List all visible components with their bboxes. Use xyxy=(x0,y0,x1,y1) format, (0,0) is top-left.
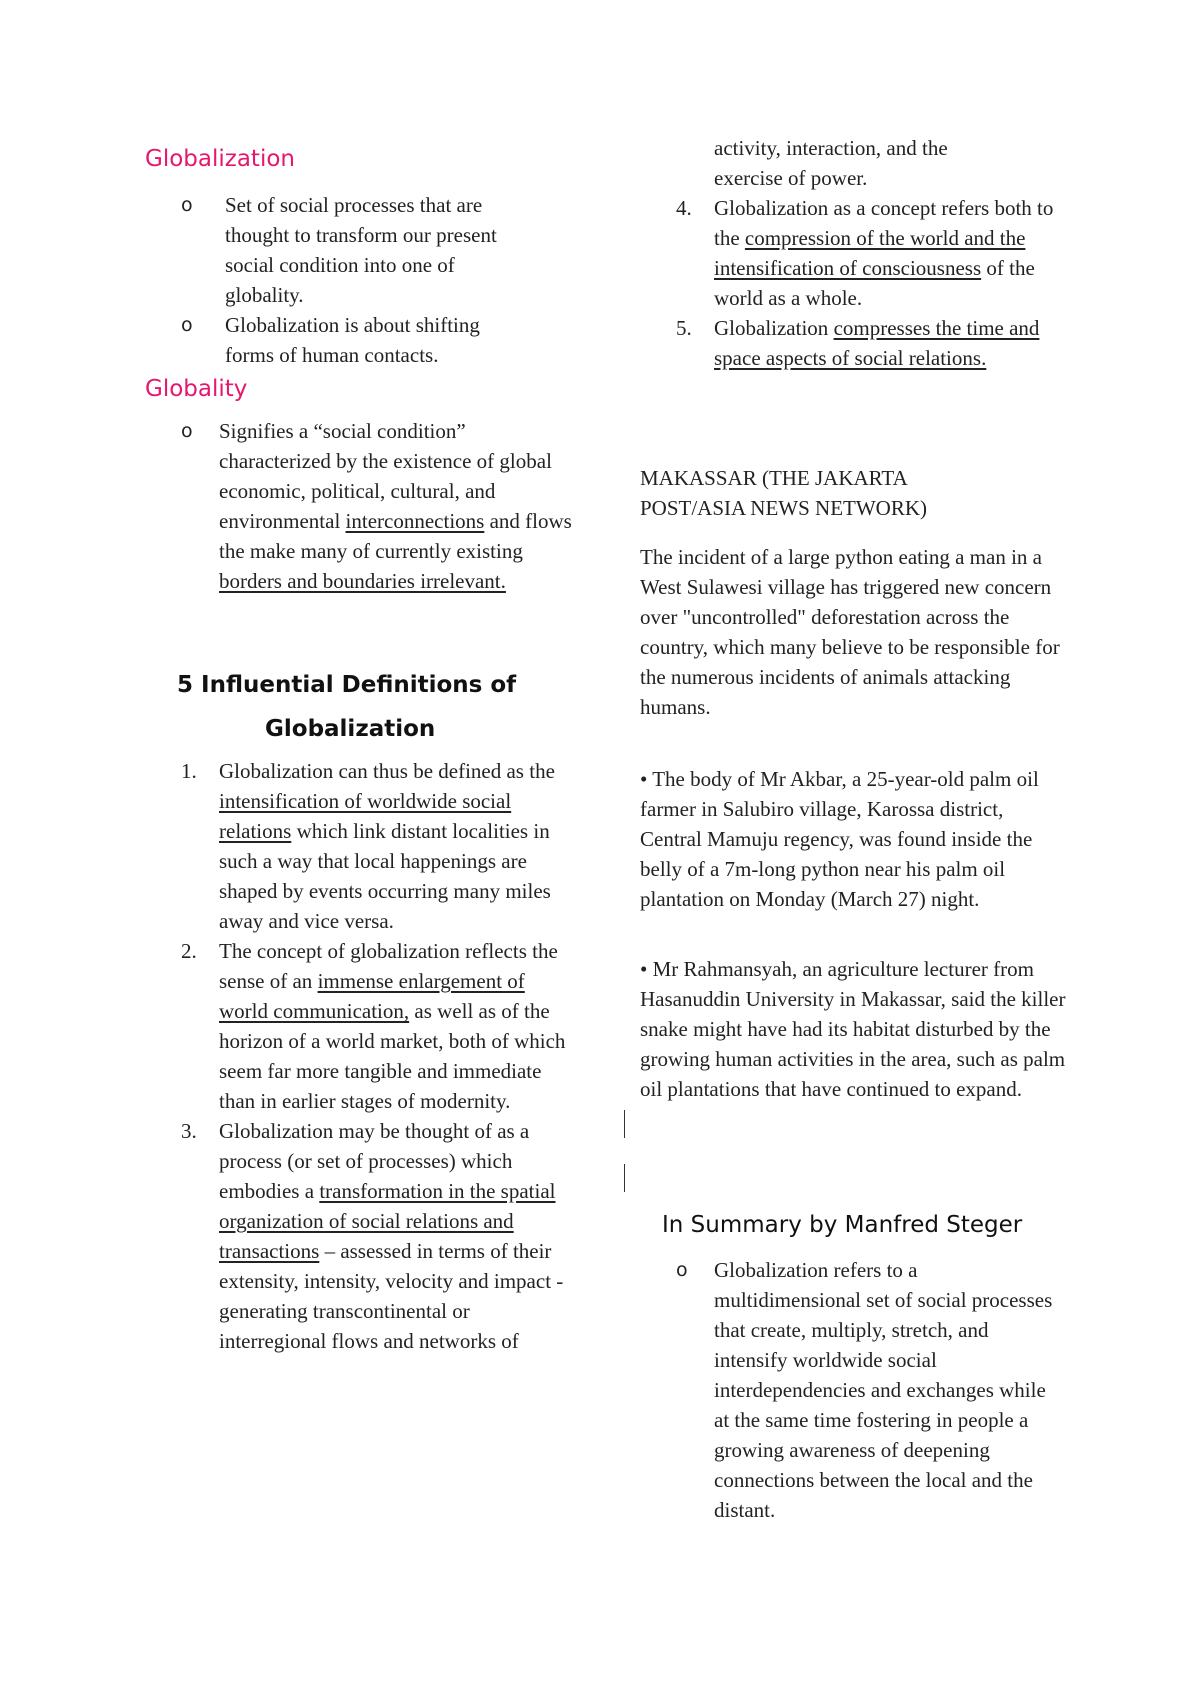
list-item xyxy=(676,1255,1054,1525)
globality-text: Signifies a “social condition” characterized by the existence of global economic, political, cultural, and environmental interconnections and flows the make many of currently existing borders and boundaries irrelevant. xyxy=(219,419,572,593)
definitions-heading-cont: Globalization xyxy=(265,716,436,742)
globality-heading: Globality xyxy=(145,376,248,402)
underlined-phrase: interconnections xyxy=(345,509,485,533)
list-item-text: Set of social processes that are thought to transform our present social condition into one of globality. xyxy=(225,193,497,307)
news-paragraph-1: The incident of a large python eating a man in a West Sulawesi village has triggered new concern over "uncontrolled" deforestation across the country, which many believe to be responsible for the numerous incidents of animals attacking humans. xyxy=(640,545,1060,719)
text-cursor xyxy=(624,1164,625,1192)
underlined-phrase: borders and boundaries irrelevant. xyxy=(219,569,506,593)
list-item xyxy=(181,310,515,370)
definitions-heading: 5 Influential Definitions of xyxy=(177,672,517,698)
definitions-list xyxy=(181,756,573,1356)
list-item-text: Globalization is about shifting forms of human contacts. xyxy=(225,313,480,367)
definitions-list-cont xyxy=(676,193,1054,373)
bullet-marker: o xyxy=(676,1259,688,1281)
bullet-marker: o xyxy=(181,420,193,442)
summary-heading: In Summary by Manfred Steger xyxy=(662,1212,1023,1238)
definition-item-3: 3. Globalization may be thought of as a process (or set of processes) which embodies a transformation in the spatial organization of social relations and transactions – assessed in terms of their extensity, intensity, velocity and impact - generating transcontinental or interregional flows and networks of xyxy=(181,1119,564,1353)
news-paragraph-3: • Mr Rahmansyah, an agriculture lecturer from Hasanuddin University in Makassar, said the killer snake might have had its habitat disturbed by the growing human activities in the area, such as palm oil plantations that have continued to expand. xyxy=(640,957,1066,1101)
summary-list xyxy=(676,1255,1054,1525)
bullet-marker: o xyxy=(181,194,193,216)
definition-item-2: 2. The concept of globalization reflects the sense of an immense enlargement of world communication, as well as of the horizon of a world market, both of which seem far more tangible and immediate than in earlier stages of modernity. xyxy=(181,939,566,1113)
definition-item-4: 4. Globalization as a concept refers both to the compression of the world and the intensification of consciousness of the world as a whole. xyxy=(676,196,1054,310)
text-cursor xyxy=(624,1110,625,1138)
globality-list xyxy=(181,416,573,596)
definition-item-1: 1. Globalization can thus be defined as the intensification of worldwide social relations which link distant localities in such a way that local happenings are shaped by events occurring many miles away and vice versa. xyxy=(181,759,555,933)
news-source-line: MAKASSAR (THE JAKARTA POST/ASIA NEWS NETWORK) xyxy=(640,466,927,520)
list-item xyxy=(181,190,515,310)
news-paragraph-2: • The body of Mr Akbar, a 25-year-old palm oil farmer in Salubiro village, Karossa district, Central Mamuju regency, was found inside the belly of a 7m-long python near his palm oil plantation on Monday (March 27) night. xyxy=(640,767,1039,911)
globalization-heading: Globalization xyxy=(145,146,295,172)
definition-item-5: 5. Globalization compresses the time and space aspects of social relations. xyxy=(676,316,1040,370)
globalization-list xyxy=(181,190,515,370)
definition-3-continued: activity, interaction, and the exercise of power. xyxy=(714,136,948,190)
summary-text: Globalization refers to a multidimensional set of social processes that create, multiply, stretch, and intensify worldwide social interdependencies and exchanges while at the same time fostering in people a growing awareness of deepening connections between the local and the distant. xyxy=(714,1258,1053,1522)
bullet-marker: o xyxy=(181,314,193,336)
list-item xyxy=(181,416,573,596)
